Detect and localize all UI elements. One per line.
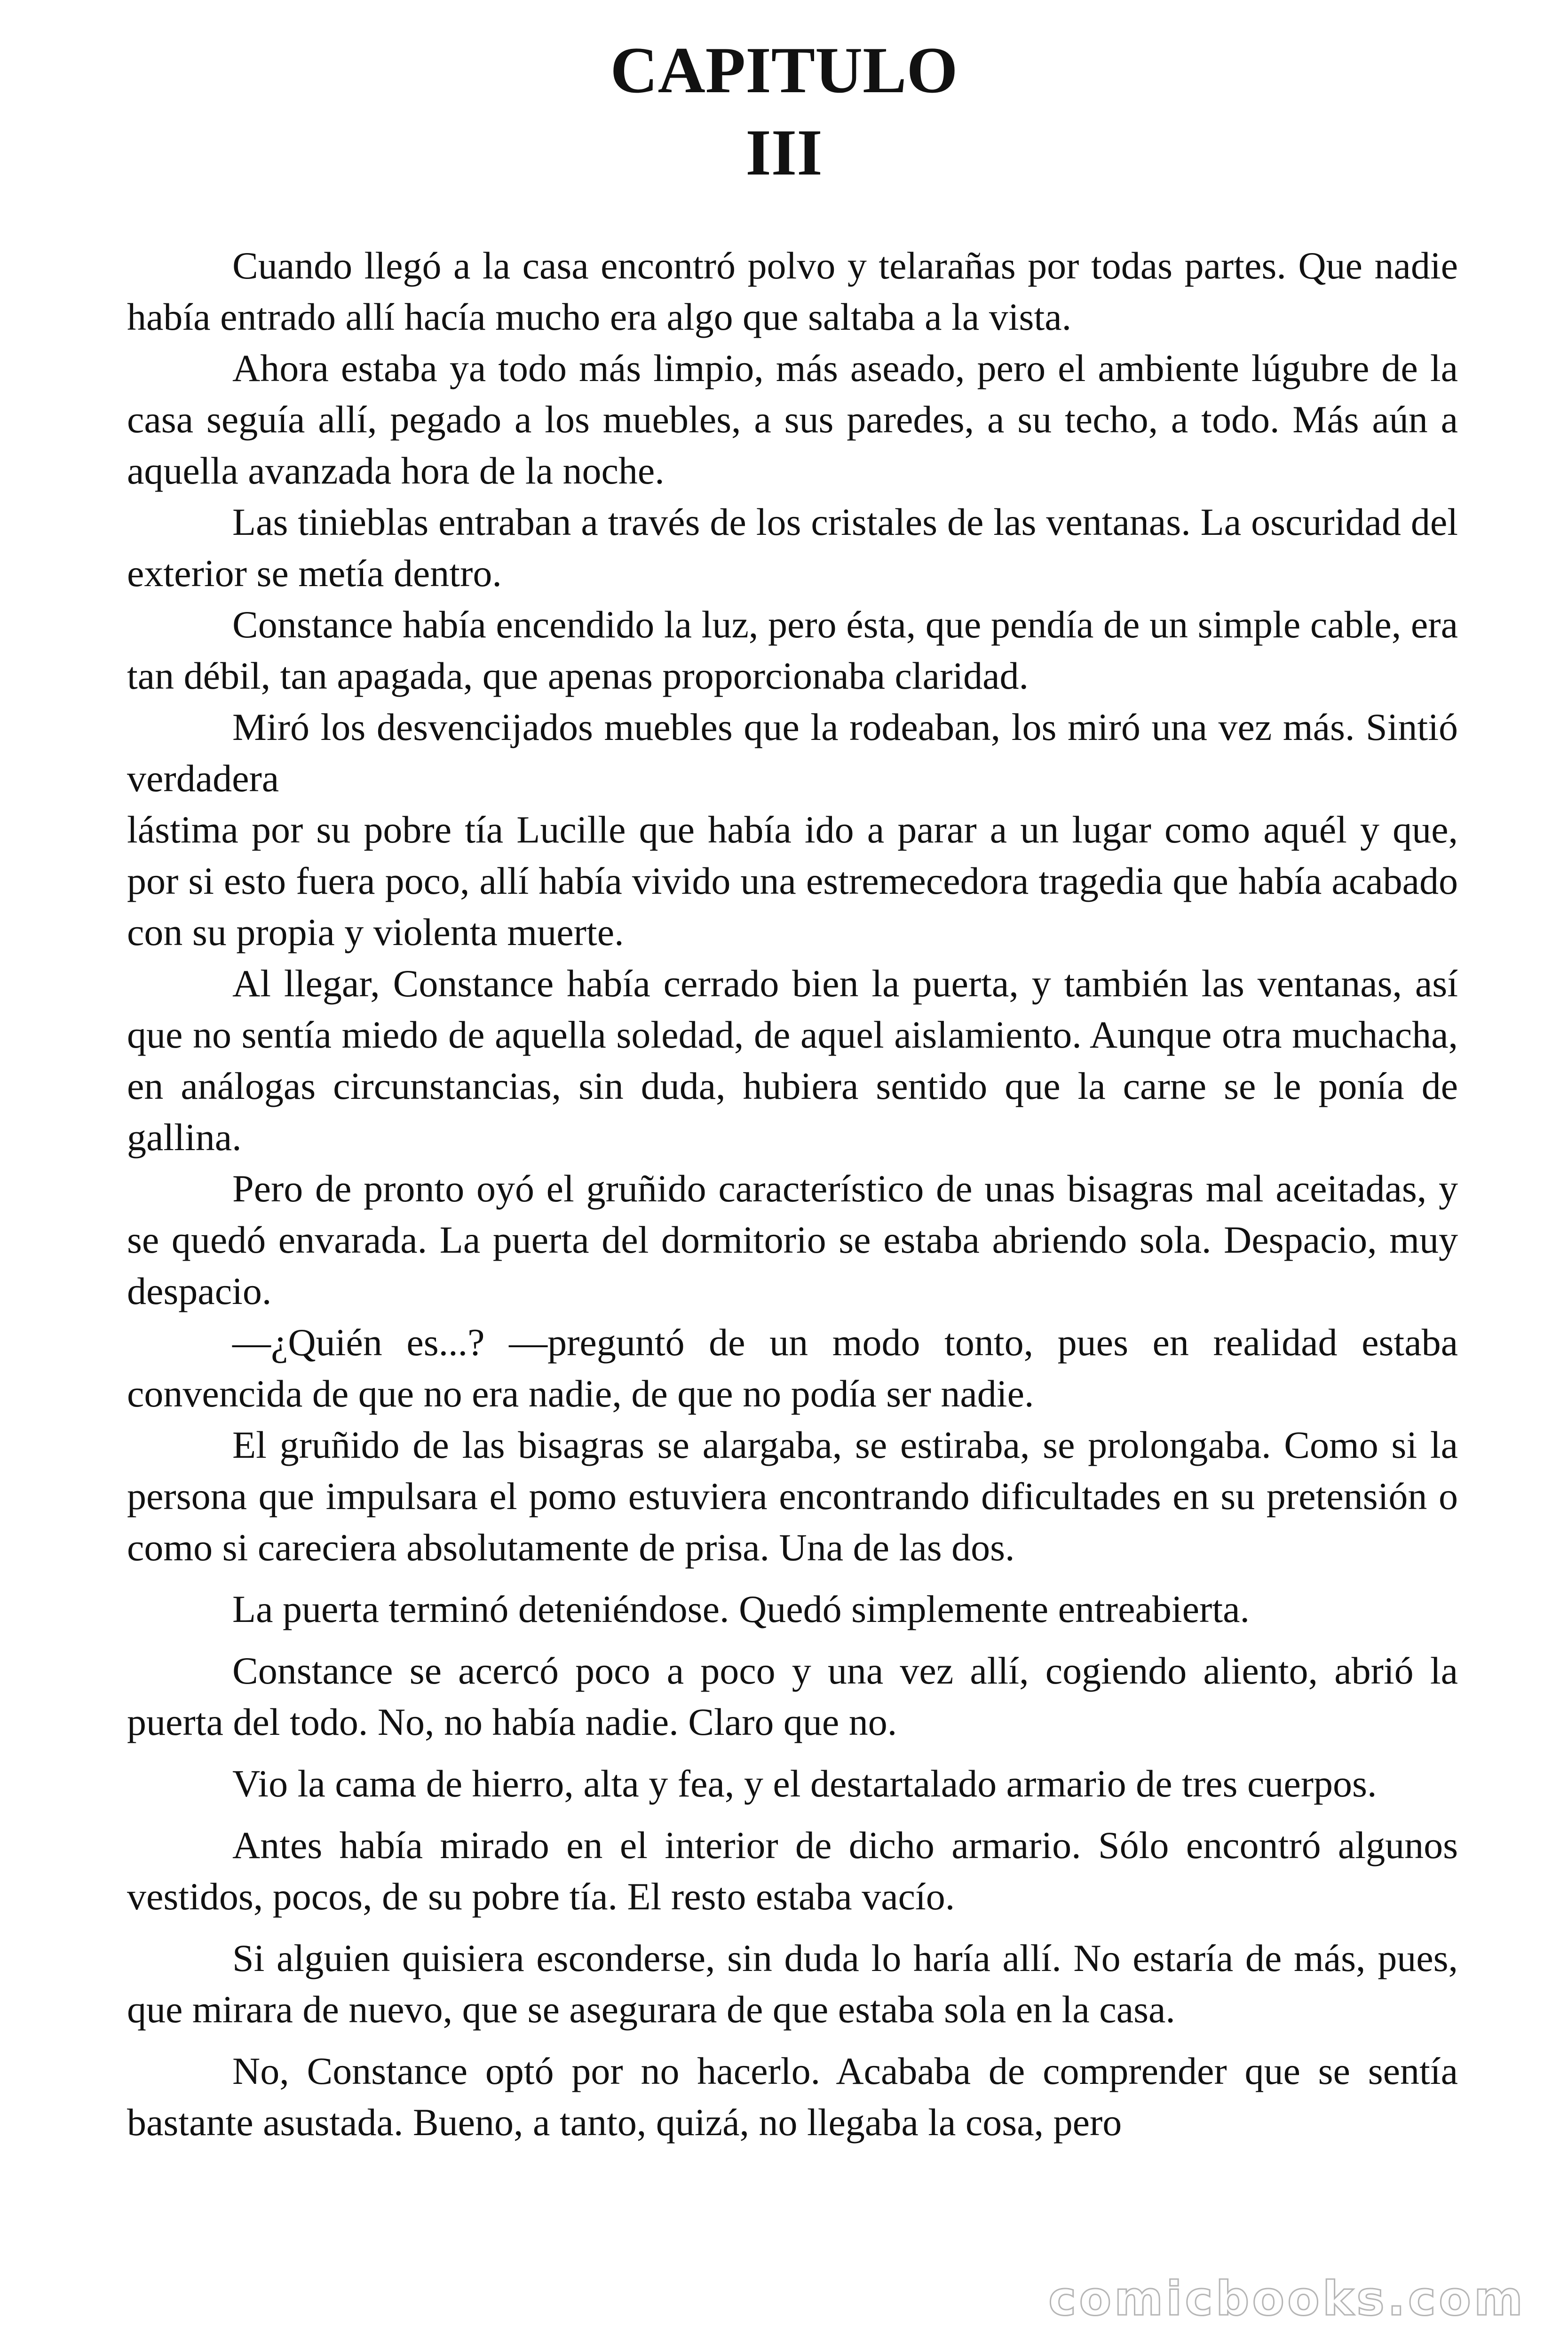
paragraph-13: Si alguien quisiera esconderse, sin duda lo haría allí. No estaría de más, pues, que mirara de nuevo, que se asegurara de que estaba sola en la casa. [127, 1937, 1458, 2031]
paragraph-9: La puerta terminó deteniéndose. Quedó simplemente entreabierta. [232, 1588, 1250, 1630]
paragraph-10: Constance se acercó poco a poco y una vez allí, cogiendo aliento, abrió la puerta del todo. No, no había nadie. Claro que no. [127, 1649, 1458, 1743]
paragraph-dialogue: —¿Quién es...? —preguntó de un modo tonto, pues en realidad estaba convencida de que no era nadie, de que no podía ser nadie. [127, 1321, 1458, 1415]
paragraph-4: Constance había encendido la luz, pero ésta, que pendía de un simple cable, era tan débil, tan apagada, que apenas proporcionaba claridad. [127, 603, 1458, 697]
paragraph-8: El gruñido de las bisagras se alargaba, se estiraba, se prolongaba. Como si la persona que impulsara el pomo estuviera encontrando dificultades en su pretensión o como si careciera absolutamente de prisa. Una de las dos. [127, 1423, 1458, 1569]
chapter-label: CAPITULO [610, 34, 958, 107]
paragraph-2: Ahora estaba ya todo más limpio, más aseado, pero el ambiente lúgubre de la casa seguía allí, pegado a los muebles, a sus paredes, a su techo, a todo. Más aún a aquella avanzada hora de la noche. [127, 347, 1458, 492]
paragraph-3: Las tinieblas entraban a través de los cristales de las ventanas. La oscuridad del exterior se metía dentro. [127, 501, 1458, 595]
paragraph-6: Al llegar, Constance había cerrado bien la puerta, y también las ventanas, así que no sentía miedo de aquella soledad, de aquel aislamiento. Aunque otra muchacha, en análogas circunstancias, sin duda, hubiera sentido que la carne se le ponía de gallina. [127, 962, 1458, 1159]
paragraph-11: Vio la cama de hierro, alta y fea, y el destartalado armario de tres cuerpos. [232, 1762, 1377, 1805]
paragraph-7: Pero de pronto oyó el gruñido característico de unas bisagras mal aceitadas, y se quedó envarada. La puerta del dormitorio se estaba abriendo sola. Despacio, muy despacio. [127, 1167, 1458, 1312]
paragraph-1: Cuando llegó a la casa encontró polvo y telarañas por todas partes. Que nadie había entrado allí hacía mucho era algo que saltaba a la vista. [127, 244, 1458, 338]
paragraph-5-continued: lástima por su pobre tía Lucille que había ido a parar a un lugar como aquél y que, por si esto fuera poco, allí había vivido una estremecedora tragedia que había acabado con su propia y violenta muerte. [127, 808, 1458, 954]
chapter-body [127, 240, 1458, 2148]
watermark-logo: comicbooks.com [1048, 2271, 1526, 2326]
paragraph-14: No, Constance optó por no hacerlo. Acababa de comprender que se sentía bastante asustada. Bueno, a tanto, quizá, no llegaba la cosa, pero [127, 2050, 1458, 2144]
chapter-number: III [745, 116, 823, 189]
paragraph-5: Miró los desvencijados muebles que la rodeaban, los miró una vez más. Sintió verdadera [127, 706, 1458, 800]
paragraph-12: Antes había mirado en el interior de dicho armario. Sólo encontró algunos vestidos, pocos, de su pobre tía. El resto estaba vacío. [127, 1824, 1458, 1918]
